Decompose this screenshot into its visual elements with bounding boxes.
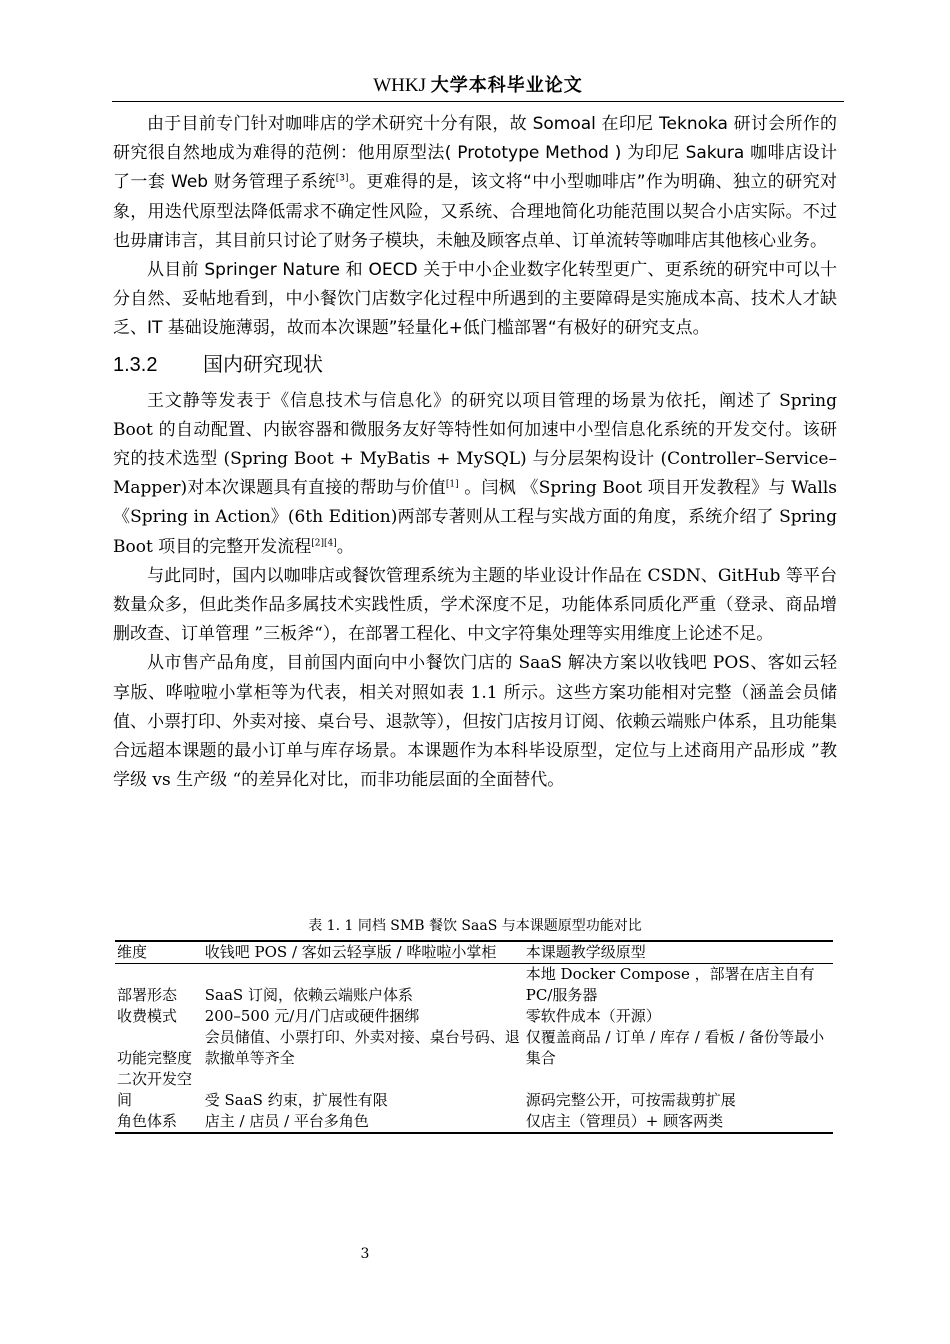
paragraph-springer: 从目前 Springer Nature 和 OECD 关于中小企业数字化转型更广、更系统的研究中可以十分自然、妥帖地看到，中小餐饮门店数字化过程中所遇到的主要障碍是实施成本高、技术人才缺乏、IT 基础设施薄弱，故而本次课题”轻量化+低门槛部署“有极好的研究支点。 (113, 260, 837, 339)
paragraph-somoal (113, 110, 837, 256)
section-heading (113, 348, 837, 381)
citation-2-4: [2][4] (311, 537, 337, 548)
comparison-table (115, 940, 833, 1134)
paragraph-springboot-c: 。 (336, 536, 354, 557)
table-cell: 零软件成本（开源） (525, 1007, 661, 1025)
table-row (115, 1006, 833, 1027)
table-cell: 店主 / 店员 / 平台多角色 (204, 1112, 369, 1130)
table-header-cell: 本课题教学级原型 (524, 941, 833, 964)
table-cell: 会员储值、小票打印、外卖对接、桌台号码、退款撤单等齐全 (204, 1028, 520, 1067)
paragraph-somoal-text: 由于目前专门针对咖啡店的学术研究十分有限，故 Somoal 在印尼 Teknoka 研讨会所作的研究很自然地成为难得的范例：他用原型法( Prototype Method ) 为印尼 Sakura 咖啡店设计了一套 Web 财务管理子系统 (113, 114, 837, 193)
table-cell: SaaS 订阅，依赖云端账户体系 (204, 986, 413, 1004)
header-title-cjk: 大学本科毕业论文 (430, 75, 583, 96)
table-caption: 表 1. 1 同档 SMB 餐饮 SaaS 与本课题原型功能对比 (308, 918, 642, 934)
section-number: 1.3.2 (113, 353, 158, 376)
table-header-row (115, 941, 833, 964)
table-cell: 功能完整度 (117, 1049, 193, 1067)
table-row (115, 1111, 833, 1133)
paragraph-springboot (113, 387, 837, 562)
paragraph-somoal-tail: 。更难得的是，该文将“中小型咖啡店”作为明确、独立的研究对象，用迭代原型法降低需求不确定性风险，又系统、合理地简化功能范围以契合小店实际。不过也毋庸讳言，其目前只讨论了财务子模块，未触及顾客点单、订单流转等咖啡店其他核心业务。 (113, 172, 837, 251)
paragraph-springboot-a: 王文静等发表于《信息技术与信息化》的研究以项目管理的场景为依托，阐述了 Spring Boot 的自动配置、内嵌容器和微服务友好等特性如何加速中小型信息化系统的开发交付。该研究的技术选型 (Spring Boot + MyBatis + MySQL) 与分层架构设计 (Controller–Service–Mapper)对本次课题具有直接的帮助与价值 (113, 390, 837, 499)
table-cell: 200–500 元/月/门店或硬件捆绑 (204, 1007, 420, 1025)
table-cell: 本地 Docker Compose ，部署在店主自有 PC/服务器 (525, 965, 815, 1004)
table-cell: 二次开发空间 (117, 1070, 193, 1109)
table-row (115, 1027, 833, 1069)
table-cell: 仅店主（管理员）+ 顾客两类 (525, 1112, 724, 1130)
table-cell: 部署形态 (117, 986, 178, 1004)
table-cell: 源码完整公开，可按需裁剪扩展 (525, 1091, 736, 1109)
table-cell: 收费模式 (117, 1007, 178, 1025)
paragraph-graduation-projects: 与此同时，国内以咖啡店或餐饮管理系统为主题的毕业设计作品在 CSDN、GitHub 等平台数量众多，但此类作品多属技术实践性质，学术深度不足，功能体系同质化严重（登录、商品增删改查、订单管理 ”三板斧“），在部署工程化、中文字符集处理等实用维度上论述不足。 (113, 565, 837, 645)
table-header-cell: 收钱吧 POS / 客如云轻享版 / 哗啦啦小掌柜 (203, 941, 524, 964)
table-cell: 仅覆盖商品 / 订单 / 库存 / 看板 / 备份等最小集合 (525, 1028, 825, 1067)
paragraph-saas-products: 从市售产品角度，目前国内面向中小餐饮门店的 SaaS 解决方案以收钱吧 POS、客如云轻享版、哗啦啦小掌柜等为代表，相关对照如表 1.1 所示。这些方案功能相对完整（涵盖会员储值、小票打印、外卖对接、桌台号、退款等），但按门店按月订阅、依赖云端账户体系，且功能集合远超本课题的最小订单与库存场景。本课题作为本科毕设原型，定位与上述商用产品形成 ”教学级 vs 生产级 “的差异化对比，而非功能层面的全面替代。 (113, 653, 837, 791)
section-title: 国内研究现状 (203, 351, 323, 376)
page-number: 3 (360, 1246, 370, 1262)
running-header (112, 72, 844, 100)
header-rule (112, 101, 844, 102)
table-cell: 角色体系 (117, 1112, 178, 1130)
table-row (115, 1069, 833, 1111)
citation-1: [1] (445, 479, 459, 490)
table-header-cell: 维度 (115, 941, 203, 964)
paragraph-springboot-b: 。闫枫 《Spring Boot 项目开发教程》与 Walls《Spring in Action》(6th Edition)两部专著则从工程与实战方面的角度，系统介绍了 Spring Boot 项目的完整开发流程 (113, 478, 837, 557)
table-row (115, 964, 833, 1007)
body-text (113, 110, 837, 795)
table-cell: 受 SaaS 约束，扩展性有限 (204, 1091, 388, 1109)
citation-3: [3] (335, 173, 349, 184)
header-title-latin: WHKJ (373, 75, 431, 96)
